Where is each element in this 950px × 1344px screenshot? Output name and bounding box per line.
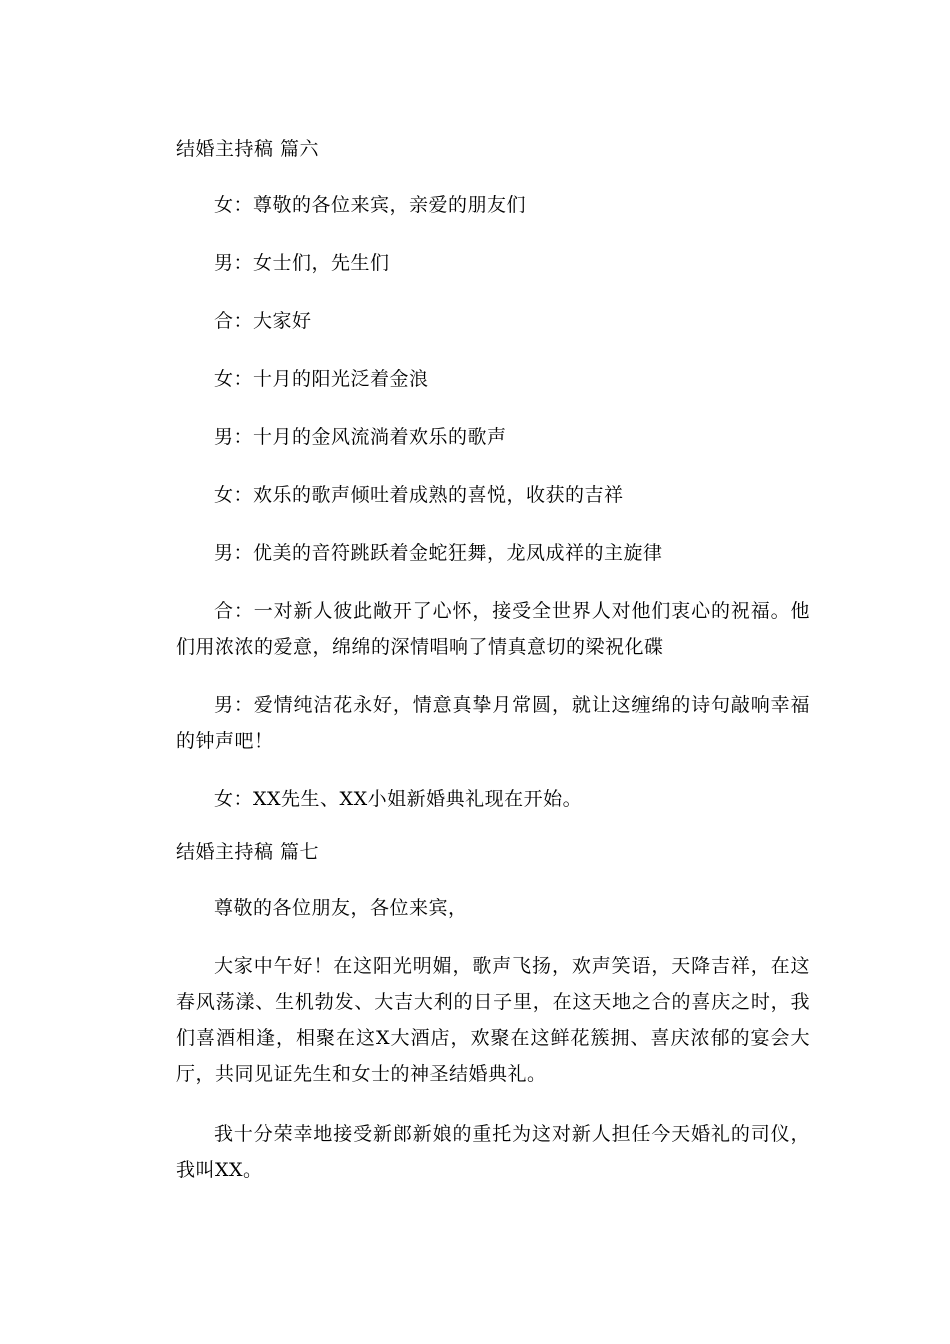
paragraph: 男：女士们，先生们 xyxy=(214,252,390,274)
paragraph: 男：优美的音符跳跃着金蛇狂舞，龙凤成祥的主旋律 xyxy=(214,542,663,564)
section-title-7: 结婚主持稿 篇七 xyxy=(176,841,320,863)
paragraph: 大家中午好！在这阳光明媚，歌声飞扬，欢声笑语，天降吉祥，在这春风荡漾、生机勃发、大吉大利的日子里，在这天地之合的喜庆之时，我们喜酒相逢，相聚在这X大酒店，欢聚在这鲜花簇拥、喜庆浓郁的宴会大厅，共同见证先生和女士的神圣结婚典礼。 xyxy=(176,955,810,1085)
section-title-6: 结婚主持稿 篇六 xyxy=(176,138,320,160)
paragraph: 男：十月的金风流淌着欢乐的歌声 xyxy=(214,426,507,448)
paragraph: 女：尊敬的各位来宾，亲爱的朋友们 xyxy=(214,194,527,216)
paragraph: 尊敬的各位朋友，各位来宾， xyxy=(214,897,468,919)
paragraph: 我十分荣幸地接受新郎新娘的重托为这对新人担任今天婚礼的司仪，我叫XX。 xyxy=(176,1123,810,1181)
paragraph: 男：爱情纯洁花永好，情意真挚月常圆，就让这缠绵的诗句敲响幸福的钟声吧！ xyxy=(176,694,810,752)
paragraph: 女：XX先生、XX小姐新婚典礼现在开始。 xyxy=(214,788,583,810)
paragraph: 女：十月的阳光泛着金浪 xyxy=(214,368,429,390)
document-body xyxy=(176,133,810,1188)
paragraph: 合：一对新人彼此敞开了心怀，接受全世界人对他们衷心的祝福。他们用浓浓的爱意，绵绵的深情唱响了情真意切的梁祝化碟 xyxy=(176,600,810,658)
paragraph: 女：欢乐的歌声倾吐着成熟的喜悦，收获的吉祥 xyxy=(214,484,624,506)
paragraph: 合：大家好 xyxy=(214,310,312,332)
